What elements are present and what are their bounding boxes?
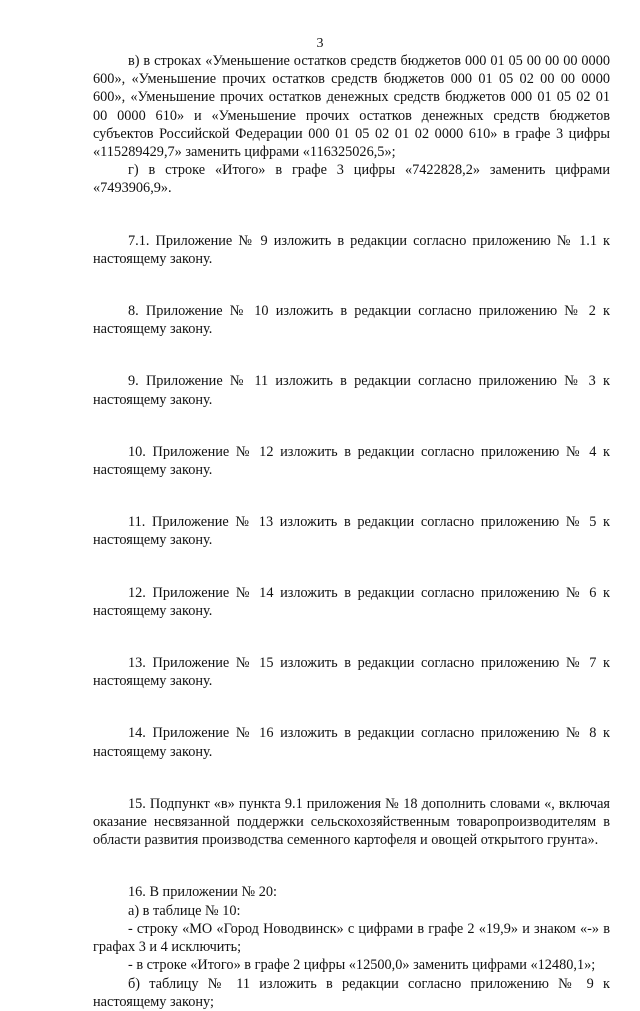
paragraph-12: 12. Приложение № 14 изложить в редакции согласно приложению № 6 к настоящему закону. <box>93 584 610 619</box>
paragraph-g-total: г) в строке «Итого» в графе 3 цифры «7422828,2» заменить цифрами «7493906,9». <box>93 162 610 197</box>
paragraph-8: 8. Приложение № 10 изложить в редакции согласно приложению № 2 к настоящему закону. <box>93 303 610 338</box>
paragraph-v-rows: в) в строках «Уменьшение остатков средств бюджетов 000 01 05 00 00 00 0000 600», «Уменьшение прочих остатков средств бюджетов 000 01 05 02 00 00 0000 600», «Уменьшение прочих остатков денежных средств бюджетов 000 01 05 02 01 00 0000 610» и «Уменьшение прочих остатков денежных средств бюджетов субъектов Российской Федерации 000 01 05 02 01 02 0000 610» в графе 3 цифры «115289429,7» заменить цифрами «116325026,5»; <box>93 53 610 161</box>
paragraph-9: 9. Приложение № 11 изложить в редакции согласно приложению № 3 к настоящему закону. <box>93 373 610 408</box>
paragraph-7-1: 7.1. Приложение № 9 изложить в редакции согласно приложению № 1.1 к настоящему закону. <box>93 232 610 267</box>
paragraph-16: 16. В приложении № 20: <box>128 884 277 901</box>
page-number: 3 <box>316 36 324 51</box>
paragraph-14: 14. Приложение № 16 изложить в редакции согласно приложению № 8 к настоящему закону. <box>93 725 610 760</box>
paragraph-15: 15. Подпункт «в» пункта 9.1 приложения № 18 дополнить словами «, включая оказание несвязанной поддержки сельскохозяйственным товаропроизводителям в области развития производства семенного картофеля и овощей открытого грунта». <box>93 795 610 849</box>
document-body <box>93 52 610 1011</box>
paragraph-16-a: а) в таблице № 10: <box>128 902 241 919</box>
paragraph-16-a-item-2: - в строке «Итого» в графе 2 цифры «12500,0» заменить цифрами «12480,1»; <box>128 957 596 974</box>
paragraph-11: 11. Приложение № 13 изложить в редакции согласно приложению № 5 к настоящему закону. <box>93 514 610 549</box>
paragraph-13: 13. Приложение № 15 изложить в редакции согласно приложению № 7 к настоящему закону. <box>93 655 610 690</box>
paragraph-10: 10. Приложение № 12 изложить в редакции согласно приложению № 4 к настоящему закону. <box>93 443 610 479</box>
paragraph-16-b: б) таблицу № 11 изложить в редакции согласно приложению № 9 к настоящему закону; <box>93 975 610 1010</box>
paragraph-16-a-item-1: - строку «МО «Город Новодвинск» с цифрами в графе 2 «19,9» и знаком «-» в графах 3 и 4 исключить; <box>93 920 610 956</box>
